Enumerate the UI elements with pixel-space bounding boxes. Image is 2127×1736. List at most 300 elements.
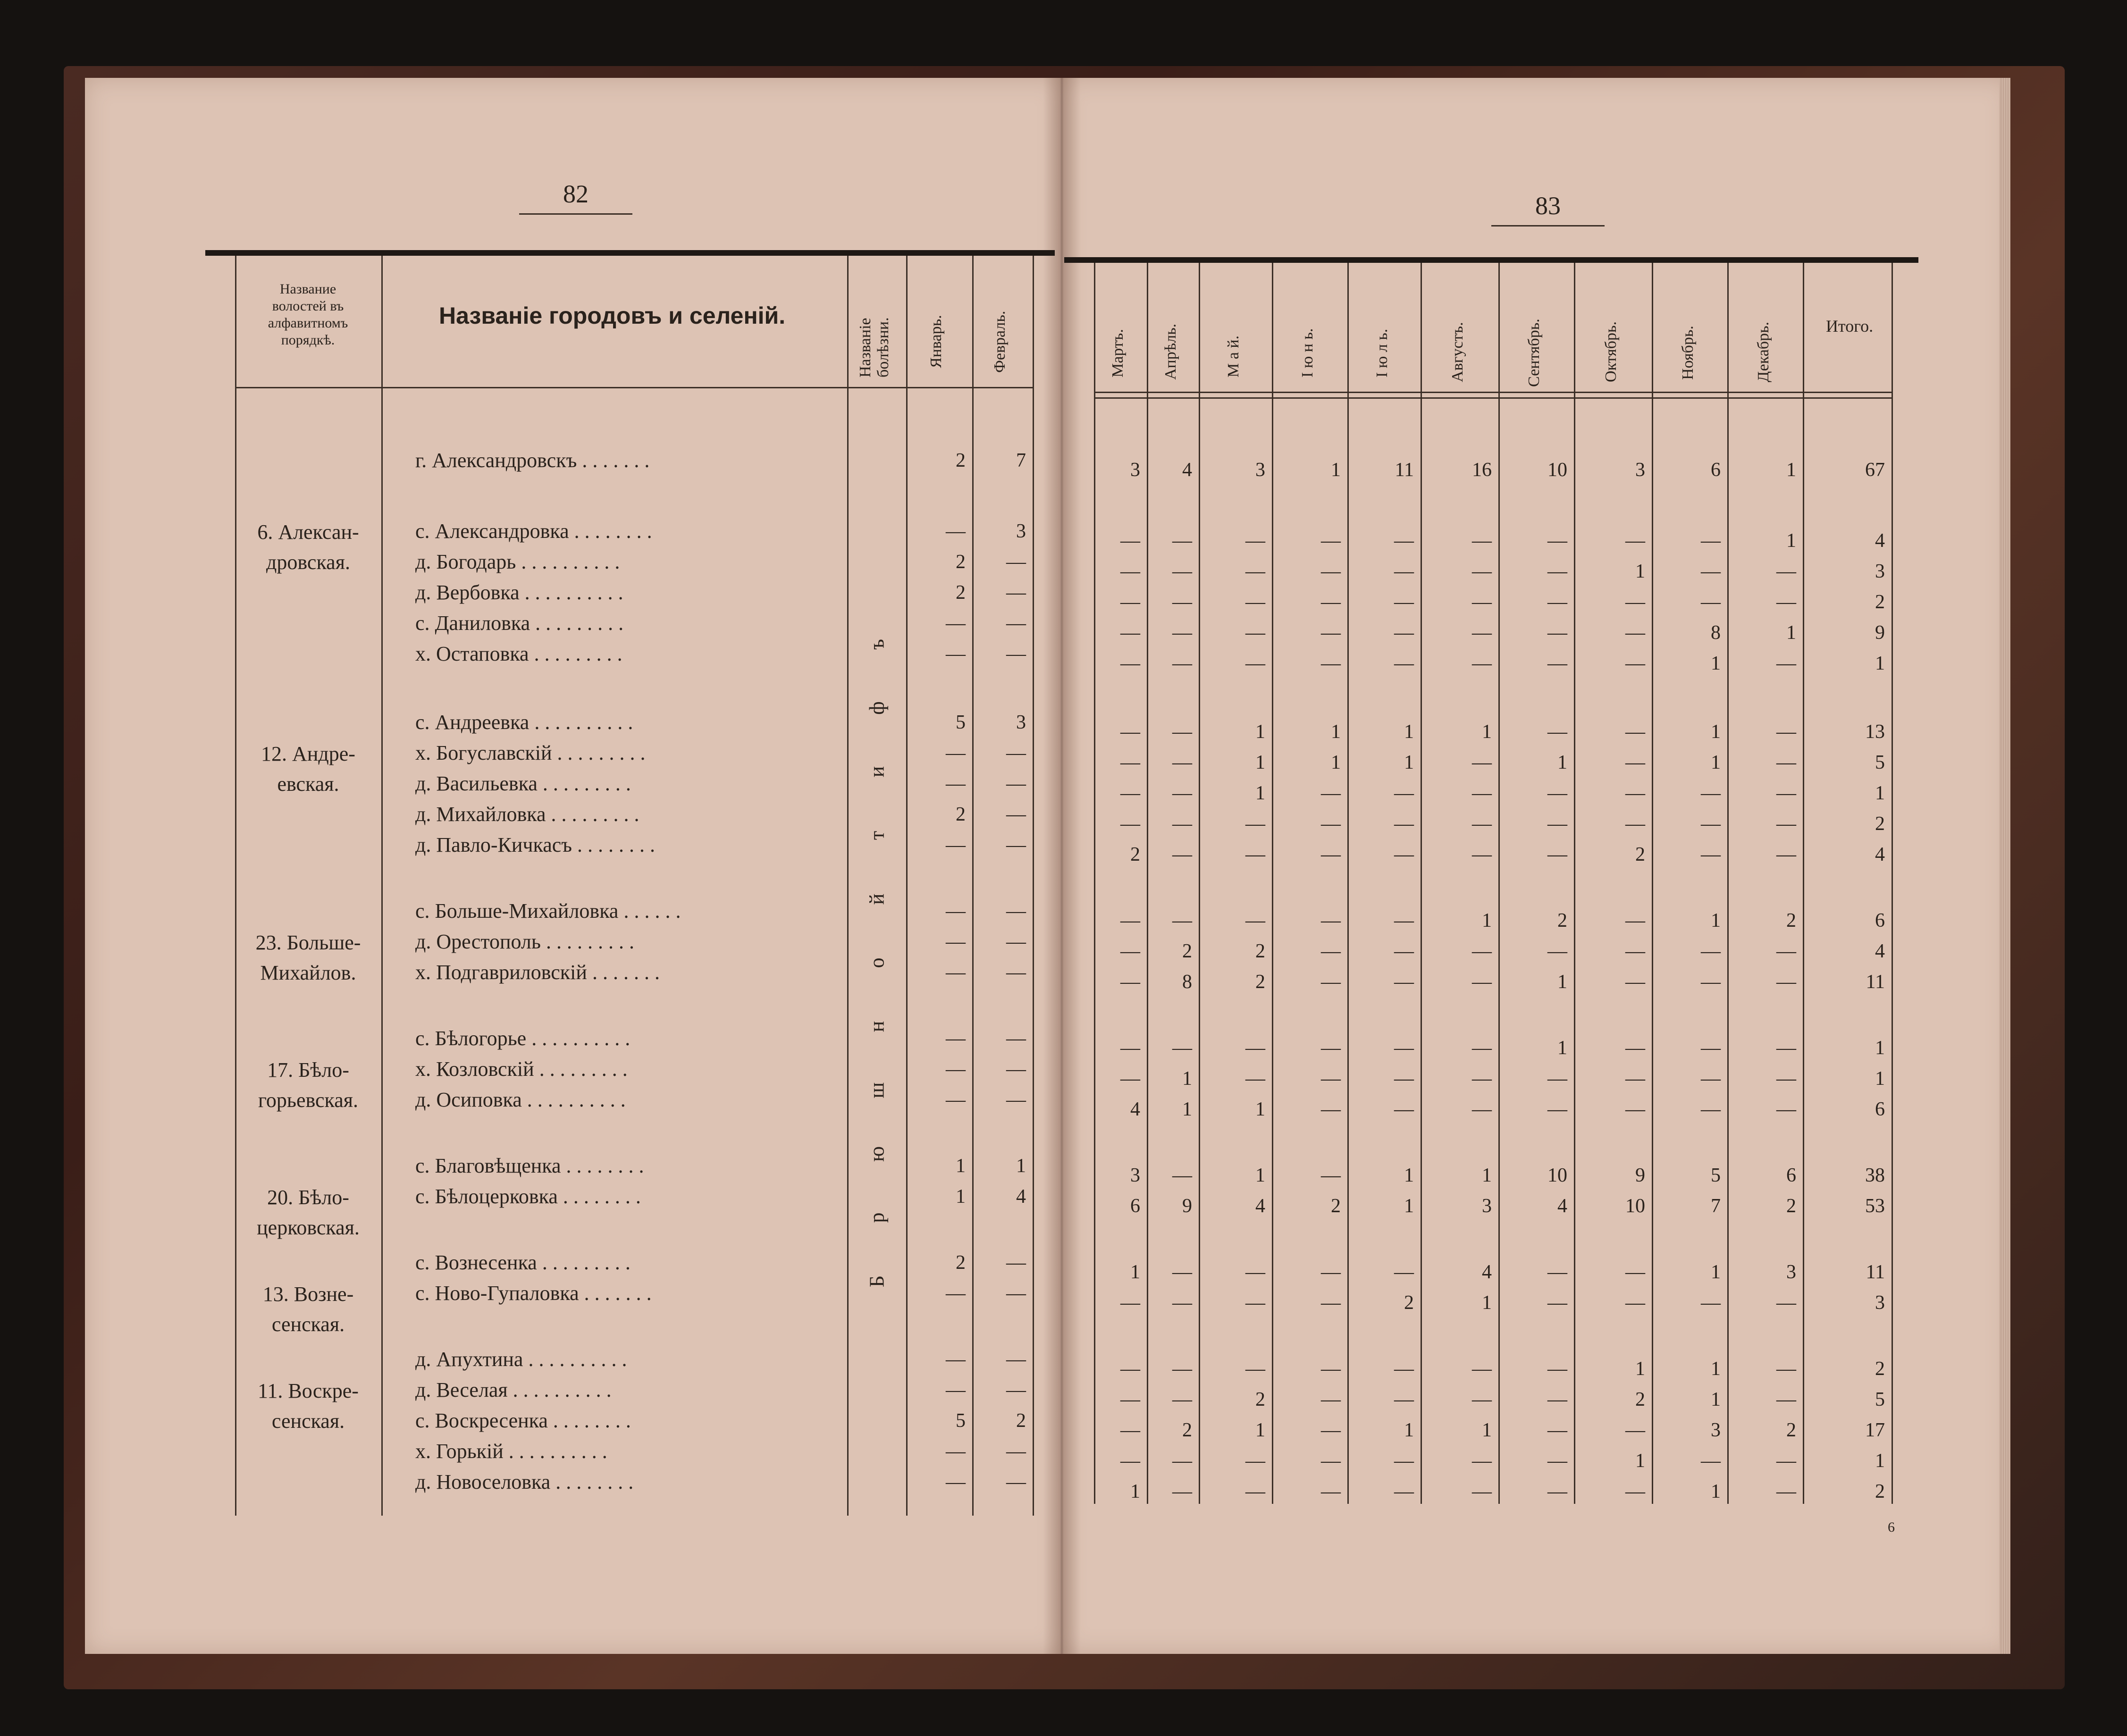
cell-month: — [1472, 782, 1492, 804]
cell-feb: — [1006, 1283, 1026, 1304]
cell-month: 3 [1482, 1195, 1492, 1217]
cell-month: — [1472, 844, 1492, 865]
cell-feb: — [1006, 962, 1026, 983]
disease-letter: н [865, 1021, 889, 1032]
cell-jan: — [946, 773, 966, 795]
cell-month: — [1245, 1292, 1265, 1314]
place-name: х. Горькій . . . . . . . . . . [415, 1440, 607, 1463]
right-page-edge [1999, 78, 2010, 1654]
cell-month: — [1172, 530, 1192, 552]
cell-month: — [1776, 653, 1796, 674]
cell-month: 3 [1130, 1165, 1140, 1186]
cell-month: 4 [1482, 1261, 1492, 1283]
cell-total: 2 [1875, 1481, 1885, 1502]
cell-feb: — [1006, 551, 1026, 573]
cell-month: — [1321, 591, 1341, 613]
place-name: х. Остаповка . . . . . . . . . [415, 642, 622, 665]
cell-month: — [1472, 1099, 1492, 1120]
cell-month: 6 [1786, 1165, 1796, 1186]
region-label [235, 1055, 381, 1115]
cell-total: 5 [1875, 1389, 1885, 1410]
place-name: д. Орестополь . . . . . . . . . [415, 930, 634, 953]
cell-month: — [1120, 622, 1140, 644]
place-name: с. Ново-Гупаловка . . . . . . . [415, 1282, 652, 1305]
cell-total: 4 [1875, 844, 1885, 865]
top-rule-left [205, 250, 1055, 256]
cell-month: 4 [1557, 1195, 1567, 1217]
cell-month: — [1120, 561, 1140, 582]
header-separator-right [1094, 392, 1892, 393]
cell-month: — [1776, 844, 1796, 865]
cell-feb: — [1006, 1471, 1026, 1493]
cell-total: 6 [1875, 1099, 1885, 1120]
cell-month: — [1321, 530, 1341, 552]
cell-month: 1 [1130, 1261, 1140, 1283]
cell-month: — [1625, 1261, 1645, 1283]
cell-month: — [1625, 752, 1645, 773]
cell-month: — [1547, 1099, 1567, 1120]
place-name: д. Новоселовка . . . . . . . . [415, 1470, 634, 1493]
cell-month: — [1120, 940, 1140, 962]
cell-jan: — [946, 1283, 966, 1304]
cell-jan: — [946, 742, 966, 764]
cell-jan: — [946, 931, 966, 953]
cell-feb: — [1006, 804, 1026, 825]
cell-jan: — [946, 520, 966, 542]
cell-month: — [1776, 940, 1796, 962]
cell-month: 2 [1786, 1195, 1796, 1217]
cell-total: 1 [1875, 1450, 1885, 1472]
cell-month: 2 [1182, 940, 1192, 962]
disease-letter: т [865, 830, 889, 840]
header-total: Итого. [1825, 317, 1874, 335]
col-line [1033, 256, 1034, 1516]
cell-month: — [1321, 1068, 1341, 1090]
cell-month: — [1172, 1481, 1192, 1502]
cell-month: — [1472, 622, 1492, 644]
cell-month: — [1625, 1292, 1645, 1314]
cell-month: 1 [1331, 721, 1341, 743]
cell-month: 1 [1404, 721, 1414, 743]
cell-month: — [1394, 622, 1414, 644]
cell-total: 38 [1865, 1165, 1885, 1186]
cell-month: — [1472, 1389, 1492, 1410]
cell-month: — [1547, 561, 1567, 582]
cell-total: 4 [1875, 940, 1885, 962]
cell-month: — [1472, 530, 1492, 552]
disease-letter: о [865, 957, 889, 968]
cell-month: 1 [1255, 721, 1265, 743]
cell-month: 1 [1711, 653, 1721, 674]
cell-month: — [1776, 561, 1796, 582]
place-name: д. Апухтина . . . . . . . . . . [415, 1348, 627, 1371]
cell-month: — [1394, 1481, 1414, 1502]
cell-month: 4 [1130, 1099, 1140, 1120]
cell-month: — [1776, 721, 1796, 743]
cell-month: — [1472, 971, 1492, 993]
cell-month: 2 [1130, 844, 1140, 865]
cell-month: — [1472, 1037, 1492, 1059]
cell-month: — [1776, 813, 1796, 835]
disease-letter: и [865, 766, 889, 778]
region-label-line: 11. Воскре- [258, 1379, 359, 1402]
cell-month: — [1394, 844, 1414, 865]
cell-month: — [1547, 844, 1567, 865]
header-volost [236, 281, 380, 349]
cell-feb: — [1006, 1349, 1026, 1370]
cell-month: 10 [1547, 1165, 1567, 1186]
cell-month: — [1625, 782, 1645, 804]
cell-month: — [1701, 971, 1721, 993]
cell-month: — [1394, 910, 1414, 931]
cell-month: — [1172, 1389, 1192, 1410]
region-label-line: сенская. [271, 1409, 345, 1433]
cell-month: 10 [1547, 459, 1567, 481]
cell-month: — [1776, 782, 1796, 804]
cell-month: — [1120, 971, 1140, 993]
cell-month: — [1701, 1292, 1721, 1314]
cell-month: — [1776, 1481, 1796, 1502]
cell-month: — [1245, 591, 1265, 613]
cell-feb: — [1006, 900, 1026, 922]
cell-month: — [1394, 971, 1414, 993]
cell-jan: 2 [956, 450, 966, 471]
cell-month: 9 [1635, 1165, 1645, 1186]
cell-month: 2 [1635, 1389, 1645, 1410]
cell-month: 2 [1635, 844, 1645, 865]
cell-month: — [1701, 782, 1721, 804]
cell-month: — [1321, 1450, 1341, 1472]
cell-month: — [1776, 752, 1796, 773]
cell-month: — [1245, 844, 1265, 865]
cell-month: — [1625, 1419, 1645, 1441]
cell-month: — [1625, 622, 1645, 644]
cell-feb: — [1006, 1028, 1026, 1049]
region-label-line: Михайлов. [260, 961, 356, 984]
header-volost-line: порядкѣ. [281, 332, 335, 348]
place-name: д. Михайловка . . . . . . . . . [415, 803, 639, 826]
cell-month: — [1472, 591, 1492, 613]
place-name: с. Бѣлоцерковка . . . . . . . . [415, 1185, 641, 1208]
cell-month: — [1776, 1068, 1796, 1090]
cell-jan: 2 [956, 551, 966, 573]
cell-feb: 3 [1016, 712, 1026, 733]
cell-month: — [1776, 1450, 1796, 1472]
page-number-right: 83 [1491, 191, 1605, 226]
cell-month: — [1172, 1292, 1192, 1314]
cell-month: 1 [1557, 752, 1567, 773]
cell-month: — [1172, 1165, 1192, 1186]
cell-month: — [1625, 1068, 1645, 1090]
cell-month: — [1321, 971, 1341, 993]
cell-total: 1 [1875, 1037, 1885, 1059]
cell-feb: — [1006, 582, 1026, 604]
disease-letter: ъ [865, 639, 889, 650]
place-name: х. Козловскій . . . . . . . . . [415, 1057, 628, 1081]
cell-month: 1 [1482, 721, 1492, 743]
cell-month: — [1120, 1037, 1140, 1059]
cell-month: 1 [1404, 1419, 1414, 1441]
cell-month: — [1472, 1481, 1492, 1502]
header-separator-left [235, 387, 1033, 388]
region-label [235, 517, 381, 578]
cell-total: 6 [1875, 910, 1885, 931]
place-name: с. Благовѣщенка . . . . . . . . [415, 1154, 644, 1177]
cell-month: 2 [1786, 1419, 1796, 1441]
cell-month: — [1120, 752, 1140, 773]
cell-month: — [1321, 1358, 1341, 1380]
cell-month: — [1321, 1261, 1341, 1283]
cell-feb: 7 [1016, 450, 1026, 471]
cell-month: — [1321, 910, 1341, 931]
cell-month: — [1321, 1481, 1341, 1502]
header-separator-right-2 [1094, 397, 1892, 399]
cell-jan: 2 [956, 582, 966, 604]
cell-month: — [1547, 591, 1567, 613]
cell-month: — [1172, 782, 1192, 804]
cell-month: 1 [1786, 530, 1796, 552]
cell-month: 2 [1255, 940, 1265, 962]
cell-month: — [1547, 1450, 1567, 1472]
cell-month: — [1321, 782, 1341, 804]
cell-jan: 5 [956, 1410, 966, 1432]
cell-month: — [1120, 591, 1140, 613]
cell-month: — [1172, 721, 1192, 743]
region-label [235, 1376, 381, 1436]
cell-month: 1 [1331, 752, 1341, 773]
cell-month: — [1321, 1419, 1341, 1441]
header-month-dec: Декабрь. [1755, 321, 1772, 382]
cell-total: 17 [1865, 1419, 1885, 1441]
cell-feb: — [1006, 1379, 1026, 1401]
cell-month: — [1321, 813, 1341, 835]
cell-month: 2 [1182, 1419, 1192, 1441]
cell-month: — [1172, 1450, 1192, 1472]
cell-jan: — [946, 612, 966, 634]
cell-feb: — [1006, 643, 1026, 665]
cell-month: — [1776, 971, 1796, 993]
region-label [235, 739, 381, 799]
cell-month: — [1245, 622, 1265, 644]
cell-feb: — [1006, 834, 1026, 856]
cell-month: — [1172, 561, 1192, 582]
cell-month: — [1394, 591, 1414, 613]
header-disease-line: Названіе [857, 318, 874, 377]
cell-feb: — [1006, 1441, 1026, 1462]
cell-month: — [1120, 1419, 1140, 1441]
cell-month: — [1321, 561, 1341, 582]
cell-month: 2 [1255, 971, 1265, 993]
cell-jan: — [946, 1441, 966, 1462]
cell-month: — [1321, 653, 1341, 674]
region-label-line: 17. Бѣло- [267, 1058, 349, 1082]
cell-month: — [1701, 1037, 1721, 1059]
cell-total: 9 [1875, 622, 1885, 644]
cell-month: — [1776, 1099, 1796, 1120]
disease-letter: Б [865, 1275, 889, 1288]
cell-month: — [1394, 653, 1414, 674]
cell-month: 1 [1711, 1389, 1721, 1410]
cell-month: — [1472, 1068, 1492, 1090]
cell-total: 67 [1865, 459, 1885, 481]
place-name: г. Александровскъ . . . . . . . [415, 449, 650, 472]
cell-month: 3 [1635, 459, 1645, 481]
cell-month: 1 [1331, 459, 1341, 481]
cell-month: — [1547, 1358, 1567, 1380]
cell-month: 4 [1255, 1195, 1265, 1217]
place-name: с. Андреевка . . . . . . . . . . [415, 711, 633, 734]
cell-month: 1 [1182, 1068, 1192, 1090]
cell-total: 1 [1875, 1068, 1885, 1090]
region-label-line: церковская. [257, 1216, 360, 1239]
cell-month: — [1120, 1450, 1140, 1472]
cell-month: 1 [1482, 1419, 1492, 1441]
cell-jan: — [946, 643, 966, 665]
cell-jan: — [946, 900, 966, 922]
cell-month: — [1472, 813, 1492, 835]
book-gutter [1043, 78, 1081, 1654]
cell-month: 1 [1255, 782, 1265, 804]
cell-month: — [1172, 591, 1192, 613]
cell-month: 1 [1711, 1358, 1721, 1380]
cell-month: — [1245, 910, 1265, 931]
place-name: с. Александровка . . . . . . . . [415, 520, 652, 543]
cell-month: 3 [1255, 459, 1265, 481]
cell-month: — [1472, 752, 1492, 773]
place-name: д. Вербовка . . . . . . . . . . [415, 581, 623, 604]
region-label-line: 6. Алексан- [257, 520, 359, 544]
region-label-line: 23. Больше- [255, 931, 361, 954]
cell-month: 1 [1182, 1099, 1192, 1120]
place-name: с. Бѣлогорье . . . . . . . . . . [415, 1027, 631, 1050]
cell-month: 3 [1130, 459, 1140, 481]
cell-feb: 4 [1016, 1186, 1026, 1208]
header-month-jan: Январь. [927, 315, 945, 368]
cell-total: 4 [1875, 530, 1885, 552]
cell-jan: — [946, 962, 966, 983]
cell-month: 1 [1404, 752, 1414, 773]
header-month-jun: І ю н ь. [1299, 328, 1316, 377]
cell-month: — [1701, 1068, 1721, 1090]
cell-month: 1 [1255, 752, 1265, 773]
cell-total: 1 [1875, 782, 1885, 804]
cell-month: — [1120, 653, 1140, 674]
cell-jan: — [946, 834, 966, 856]
cell-month: 1 [1635, 561, 1645, 582]
cell-month: 4 [1182, 459, 1192, 481]
cell-total: 11 [1866, 971, 1885, 993]
cell-month: — [1701, 1099, 1721, 1120]
place-name: х. Подгавриловскій . . . . . . . [415, 961, 660, 984]
col-line [847, 256, 849, 1516]
cell-month: 1 [1711, 1261, 1721, 1283]
cell-feb: — [1006, 931, 1026, 953]
cell-month: — [1172, 752, 1192, 773]
cell-month: — [1547, 530, 1567, 552]
cell-month: — [1394, 561, 1414, 582]
header-place-title: Названіе городовъ и селеній. [439, 302, 786, 329]
cell-month: 2 [1786, 910, 1796, 931]
cell-jan: — [946, 1471, 966, 1493]
cell-month: 1 [1130, 1481, 1140, 1502]
cell-month: — [1120, 721, 1140, 743]
cell-month: — [1776, 1358, 1796, 1380]
corner-mark: 6 [1888, 1519, 1895, 1535]
cell-month: — [1547, 1481, 1567, 1502]
cell-month: — [1321, 1037, 1341, 1059]
cell-month: 1 [1635, 1450, 1645, 1472]
cell-total: 3 [1875, 561, 1885, 582]
cell-month: — [1472, 653, 1492, 674]
cell-feb: — [1006, 612, 1026, 634]
cell-total: 5 [1875, 752, 1885, 773]
cell-month: — [1701, 591, 1721, 613]
header-month-oct: Октябрь. [1602, 321, 1620, 382]
cell-month: 1 [1482, 910, 1492, 931]
cell-month: — [1547, 1292, 1567, 1314]
cell-month: 6 [1130, 1195, 1140, 1217]
cell-month: 1 [1482, 1165, 1492, 1186]
col-line [906, 256, 908, 1516]
cell-feb: — [1006, 742, 1026, 764]
cell-jan: 1 [956, 1186, 966, 1208]
cell-feb: — [1006, 773, 1026, 795]
cell-month: — [1394, 1450, 1414, 1472]
cell-feb: 1 [1016, 1155, 1026, 1177]
place-name: с. Воскресенка . . . . . . . . [415, 1409, 631, 1432]
cell-month: — [1472, 1450, 1492, 1472]
cell-jan: — [946, 1028, 966, 1049]
cell-month: — [1245, 813, 1265, 835]
cell-month: — [1394, 1358, 1414, 1380]
cell-month: — [1701, 844, 1721, 865]
cell-month: 1 [1255, 1419, 1265, 1441]
cell-month: — [1625, 1099, 1645, 1120]
cell-month: — [1245, 653, 1265, 674]
header-month-nov: Ноябрь. [1679, 326, 1697, 380]
cell-month: — [1321, 1389, 1341, 1410]
header-disease-line: болѣзни. [874, 317, 892, 377]
cell-total: 2 [1875, 813, 1885, 835]
disease-letter: р [865, 1212, 889, 1223]
region-label-line: 20. Бѣло- [267, 1186, 349, 1209]
cell-month: 1 [1711, 1481, 1721, 1502]
cell-month: — [1547, 721, 1567, 743]
cell-jan: — [946, 1089, 966, 1111]
cell-month: — [1321, 844, 1341, 865]
cell-month: — [1394, 1389, 1414, 1410]
cell-month: — [1120, 1292, 1140, 1314]
cell-month: — [1120, 530, 1140, 552]
cell-month: — [1321, 1099, 1341, 1120]
place-name: д. Осиповка . . . . . . . . . . [415, 1088, 626, 1111]
cell-jan: — [946, 1349, 966, 1370]
col-line [972, 256, 974, 1516]
cell-month: 1 [1404, 1165, 1414, 1186]
cell-total: 3 [1875, 1292, 1885, 1314]
cell-month: — [1394, 1037, 1414, 1059]
cell-month: — [1120, 910, 1140, 931]
cell-total: 1 [1875, 653, 1885, 674]
header-month-aug: Августъ. [1449, 322, 1466, 382]
cell-month: 1 [1711, 910, 1721, 931]
cell-month: — [1701, 940, 1721, 962]
header-month-feb: Февраль. [991, 310, 1009, 373]
cell-month: 5 [1711, 1165, 1721, 1186]
cell-total: 13 [1865, 721, 1885, 743]
region-label-line: дровская. [266, 551, 350, 574]
cell-month: 16 [1472, 459, 1492, 481]
